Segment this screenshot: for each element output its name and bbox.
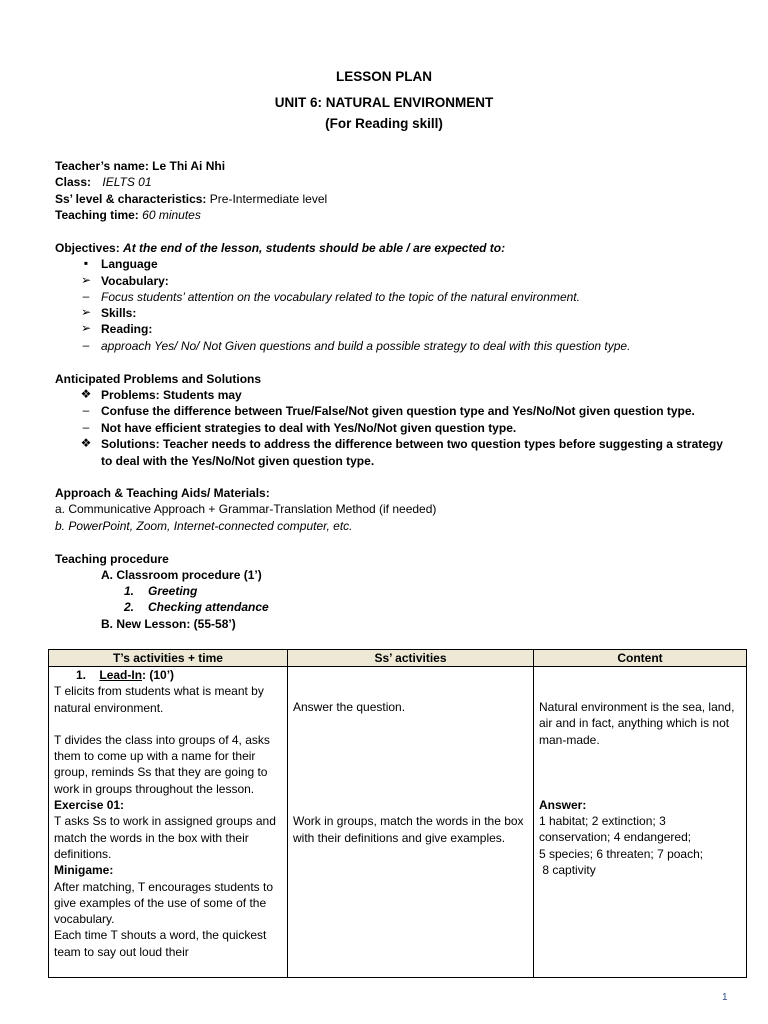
problem-item: Confuse the difference between True/False/Not given question type and Yes/No/Not given question type.	[101, 404, 695, 418]
teacher-step-elicit: T elicits from students what is meant by natural environment.	[54, 684, 268, 715]
solutions-continuation: to deal with the Yes/No/Not given question type.	[101, 454, 375, 468]
answer-label: Answer:	[539, 797, 587, 812]
time-value: 60 minutes	[142, 208, 201, 222]
procedure-a: A. Classroom procedure (1’)	[101, 568, 262, 582]
diamond-bullet-icon: ❖	[80, 436, 92, 450]
objective-vocabulary-detail: Focus students’ attention on the vocabulary related to the topic of the natural environment.	[101, 290, 580, 304]
approach-heading: Approach & Teaching Aids/ Materials:	[55, 486, 270, 500]
student-step-answer: Answer the question.	[293, 700, 406, 714]
time-line	[55, 207, 201, 223]
lead-in-heading	[54, 667, 282, 683]
problems-line	[101, 387, 242, 403]
teacher-step-shout: Each time T shouts a word, the quickest team to say out loud their	[54, 928, 270, 959]
dash-bullet-icon: –	[82, 420, 90, 434]
student-step-work: Work in groups, match the words in the box with their definitions and give examples.	[293, 814, 527, 845]
table-row	[49, 667, 747, 978]
objective-reading-detail: approach Yes/ No/ Not Given questions and build a possible strategy to deal with this question type.	[101, 339, 631, 353]
problems-text: Students may	[159, 388, 242, 402]
approach-line-b: b. PowerPoint, Zoom, Internet-connected computer, etc.	[55, 519, 353, 533]
arrow-bullet-icon: ➢	[80, 305, 92, 319]
procedure-table	[48, 649, 747, 978]
procedure-b: B. New Lesson: (55-58’)	[101, 617, 236, 631]
problems-heading: Anticipated Problems and Solutions	[55, 372, 262, 386]
problem-item: Not have efficient strategies to deal with Yes/No/Not given question type.	[101, 421, 517, 435]
column-header-students: Ss’ activities	[288, 650, 534, 667]
lead-in-time: : (10’)	[142, 668, 175, 682]
class-label: Class:	[55, 175, 92, 189]
square-bullet-icon: ▪	[83, 256, 89, 270]
teacher-step-match: T asks Ss to work in assigned groups and match the words in the box with their definitions.	[54, 814, 280, 861]
level-label: Ss’ level & characteristics:	[55, 192, 207, 206]
column-header-content: Content	[534, 650, 747, 667]
content-cell	[534, 667, 747, 978]
dash-bullet-icon: –	[82, 289, 90, 303]
class-line	[55, 174, 152, 190]
arrow-bullet-icon: ➢	[80, 321, 92, 335]
skill-subtitle: (For Reading skill)	[325, 116, 443, 131]
lead-in-number: 1.	[76, 668, 87, 682]
student-activities-cell	[288, 667, 534, 978]
dash-bullet-icon: –	[82, 403, 90, 417]
answer-line: 8 captivity	[539, 863, 596, 878]
diamond-bullet-icon: ❖	[80, 387, 92, 401]
procedure-a1-number: 1.	[124, 584, 135, 598]
answer-line: conservation; 4 endangered;	[539, 830, 692, 845]
approach-line-a: a. Communicative Approach + Grammar-Translation Method (if needed)	[55, 502, 437, 516]
teacher-step-groups: T divides the class into groups of 4, asks them to come up with a name for their group, reminds Ss that they are going to work in groups throughout the lesson.	[54, 732, 274, 796]
solutions-label: Solutions:	[101, 437, 160, 451]
dash-bullet-icon: –	[82, 338, 90, 352]
arrow-bullet-icon: ➢	[80, 273, 92, 287]
solutions-text: Teacher needs to address the difference between two question types before suggesting a strategy	[159, 437, 723, 451]
level-line	[55, 191, 327, 207]
objective-skills: Skills:	[101, 306, 137, 320]
lead-in-label: Lead-In	[99, 668, 143, 682]
teacher-label: Teacher’s name:	[55, 159, 149, 173]
answer-line: 1 habitat; 2 extinction; 3	[539, 814, 666, 829]
class-value: IELTS 01	[102, 175, 152, 189]
objectives-line	[55, 240, 505, 256]
table-header-row	[49, 650, 747, 667]
teacher-line	[55, 158, 225, 174]
teacher-step-examples: After matching, T encourages students to give examples of the use of some of the vocabulary.	[54, 879, 277, 927]
time-label: Teaching time:	[55, 208, 139, 222]
objective-reading: Reading:	[101, 322, 153, 336]
objective-language: Language	[101, 257, 158, 271]
objectives-label: Objectives:	[55, 241, 120, 255]
procedure-a2-number: 2.	[124, 600, 135, 614]
procedure-a1: Greeting	[148, 584, 198, 598]
unit-title: UNIT 6: NATURAL ENVIRONMENT	[274, 95, 494, 110]
answer-line: 5 species; 6 threaten; 7 poach;	[539, 846, 704, 861]
teacher-activities-cell	[49, 667, 288, 978]
content-definition: Natural environment is the sea, land, air and in fact, anything which is not man-made.	[539, 700, 738, 747]
column-header-teacher: T’s activities + time	[49, 650, 288, 667]
procedure-a2: Checking attendance	[148, 600, 269, 614]
solutions-line	[101, 436, 723, 452]
problems-label: Problems:	[101, 388, 160, 402]
document-title: LESSON PLAN	[335, 69, 432, 84]
page-number: 1	[722, 992, 728, 1003]
objective-vocabulary: Vocabulary:	[101, 274, 169, 288]
procedure-heading: Teaching procedure	[55, 552, 169, 566]
level-value: Pre-Intermediate level	[209, 192, 328, 206]
exercise-label: Exercise 01:	[54, 798, 125, 813]
objectives-intro: At the end of the lesson, students should be able / are expected to:	[123, 241, 506, 255]
minigame-label: Minigame:	[54, 863, 114, 878]
teacher-value: Le Thi Ai Nhi	[152, 159, 226, 173]
